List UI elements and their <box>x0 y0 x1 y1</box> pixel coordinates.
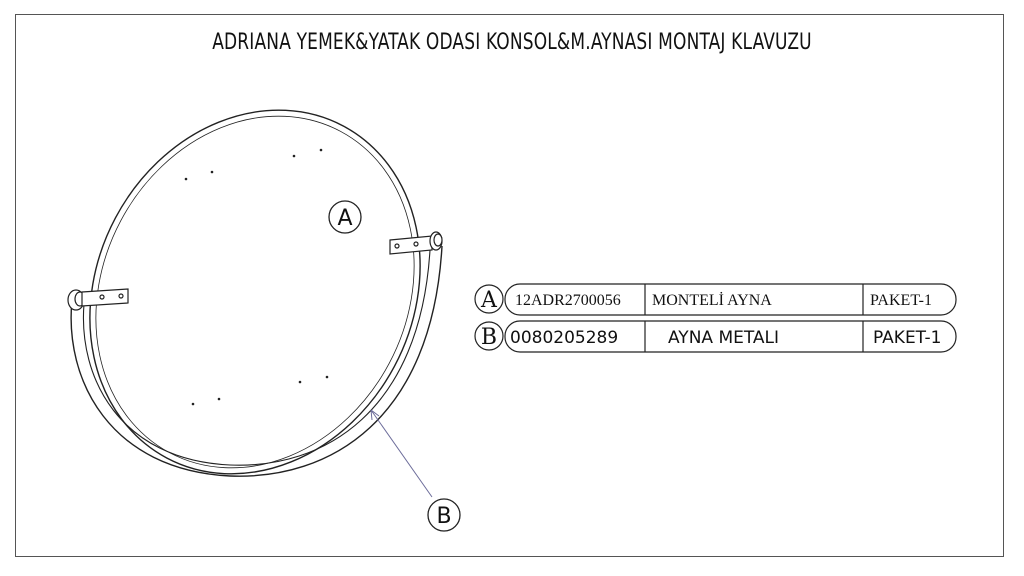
frame-inner-curve <box>83 250 430 465</box>
left-bracket <box>68 289 128 310</box>
callout-a-label: A <box>337 206 353 231</box>
right-bracket <box>390 232 442 254</box>
part-code: 0080205289 <box>510 328 619 348</box>
part-letter: A <box>481 288 497 313</box>
part-package: PAKET-1 <box>870 292 932 309</box>
parts-row <box>475 284 956 315</box>
callout-b-label: B <box>436 504 452 529</box>
callout-b-leader <box>371 410 432 497</box>
part-letter: B <box>480 325 498 350</box>
part-name: MONTELİ AYNA <box>652 292 772 309</box>
parts-row <box>475 321 956 352</box>
part-package: PAKET-1 <box>873 328 942 348</box>
frame-outer-curve <box>71 246 442 476</box>
mirror-metal-frame <box>68 232 442 476</box>
part-code: 12ADR2700056 <box>515 292 621 309</box>
part-name: AYNA METALI <box>668 328 780 348</box>
callout-a <box>329 201 361 233</box>
parts-table <box>475 284 956 352</box>
callout-b <box>371 410 460 531</box>
page-title: ADRIANA YEMEK&YATAK ODASI KONSOL&M.AYNASI MONTAJ KLAVUZU <box>212 30 812 55</box>
mirror-mount-holes <box>185 149 329 406</box>
